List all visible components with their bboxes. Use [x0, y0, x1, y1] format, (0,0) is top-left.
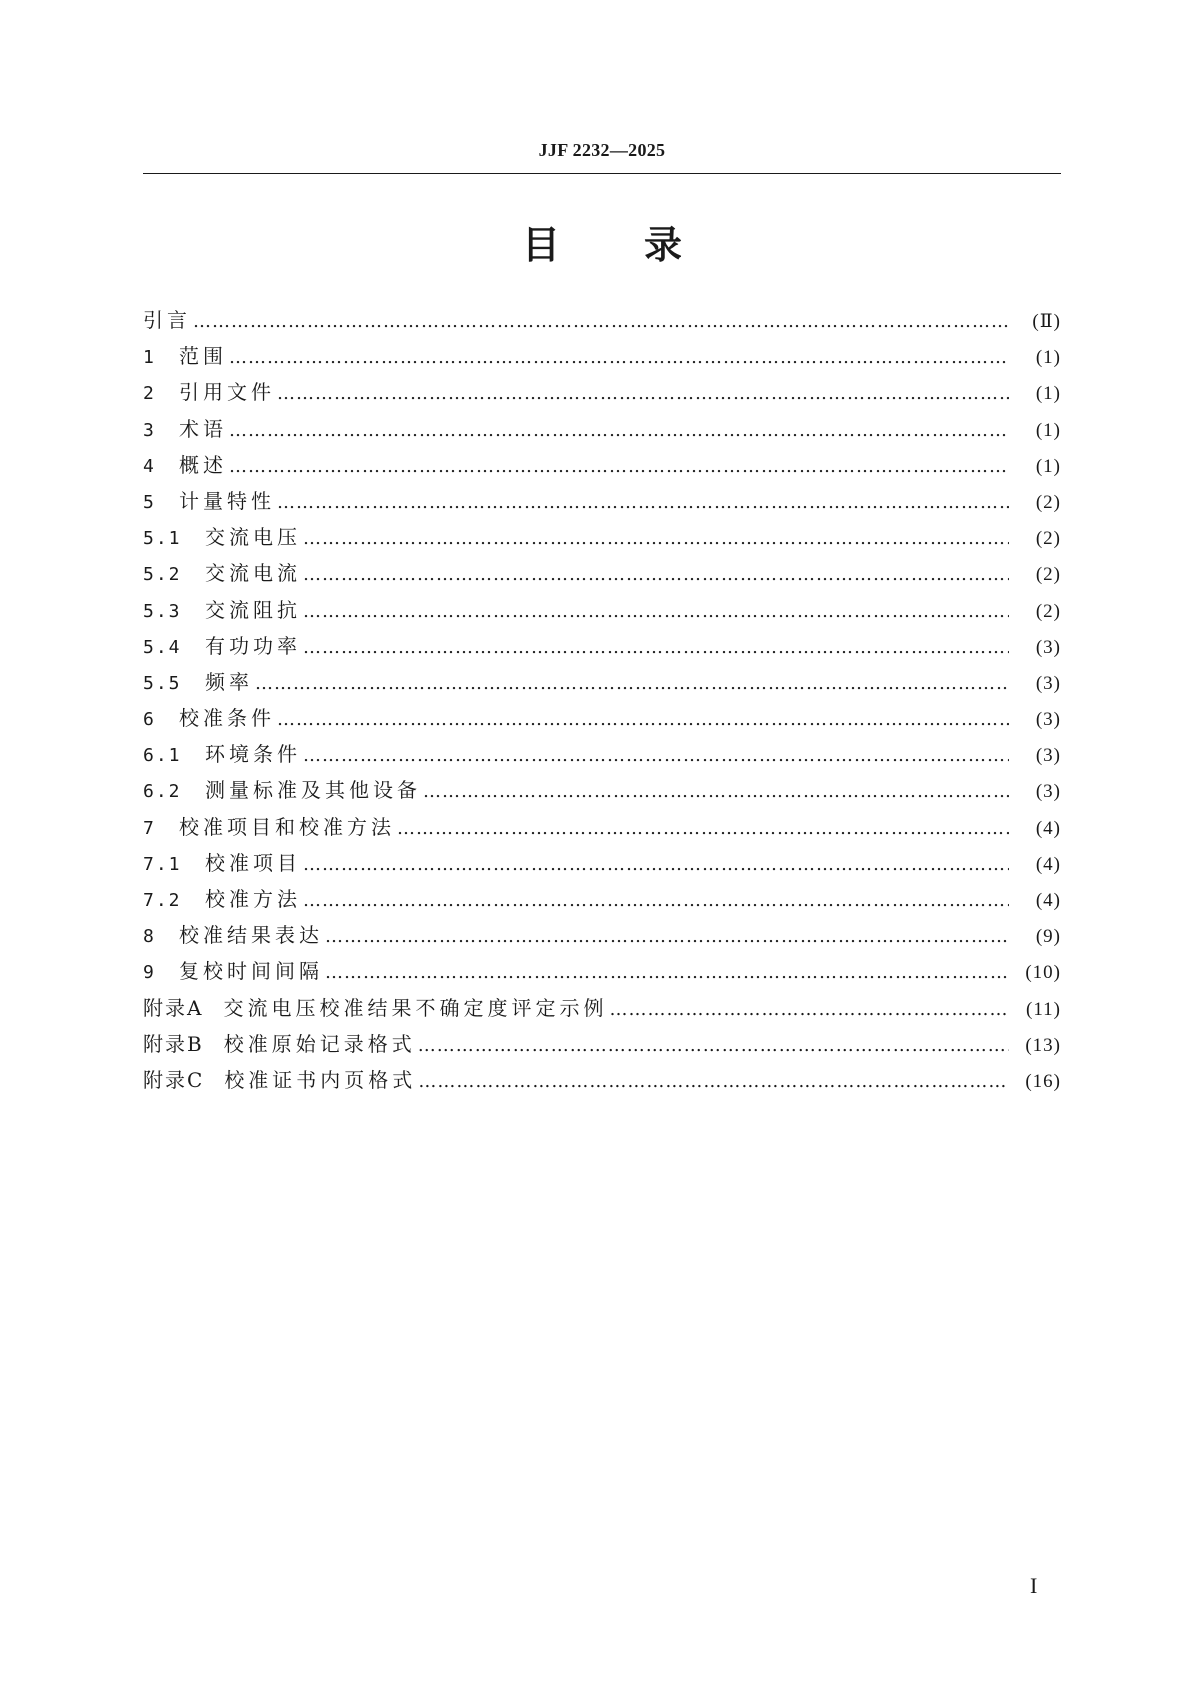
- toc-entry-appendix-b[interactable]: [143, 1026, 1061, 1062]
- toc-entry[interactable]: [143, 374, 1061, 410]
- toc-entry-appendix-a[interactable]: [143, 990, 1061, 1026]
- toc-entry-title: 引用文件: [179, 380, 275, 405]
- toc-entry-number: 7.2: [143, 890, 182, 911]
- toc-entry-page: (2): [1035, 528, 1061, 550]
- toc-entry-number: 附录B: [143, 1031, 204, 1056]
- toc-entry-title: 交流电流: [205, 561, 301, 586]
- toc-entry-page: (11): [1026, 998, 1061, 1020]
- toc-dot-leader: [303, 738, 1009, 774]
- toc-entry-number: 6: [143, 709, 156, 731]
- toc-entry-title: 交流阻抗: [205, 597, 301, 622]
- toc-entry-title: 校准证书内页格式: [224, 1067, 417, 1092]
- toc-entry-title: 校准原始记录格式: [223, 1031, 416, 1056]
- toc-entry-page: (2): [1035, 491, 1061, 513]
- toc-entry-number: 3: [143, 419, 156, 441]
- toc-entry-page: (1): [1035, 383, 1061, 405]
- toc-entry-page: (3): [1035, 672, 1061, 694]
- toc-entry[interactable]: [143, 338, 1061, 374]
- toc-entry-number: 5.4: [143, 636, 182, 658]
- toc-dot-leader: [609, 992, 1009, 1028]
- toc-entry-title: 交流电压校准结果不确定度评定示例: [223, 995, 608, 1020]
- toc-entry[interactable]: [143, 917, 1061, 953]
- toc-entry-page: (4): [1035, 817, 1061, 839]
- toc-entry-title: 复校时间间隔: [179, 959, 323, 984]
- toc-entry-page: (3): [1035, 636, 1061, 658]
- toc-entry-page: (2): [1035, 564, 1061, 586]
- page-title: 目录: [521, 223, 766, 267]
- toc-entry[interactable]: [143, 700, 1061, 736]
- toc-dot-leader: [325, 919, 1009, 955]
- toc-entry-number: 5.2: [143, 564, 182, 586]
- toc-entry-page: (3): [1035, 781, 1061, 803]
- toc-entry-page: (13): [1025, 1034, 1061, 1056]
- toc-dot-leader: [277, 702, 1009, 738]
- toc-entry-appendix-c[interactable]: [143, 1062, 1061, 1098]
- toc-entry[interactable]: [143, 519, 1061, 555]
- toc-entry-number: 附录A: [143, 995, 204, 1020]
- toc-dot-leader: [303, 594, 1009, 630]
- toc-entry[interactable]: [143, 628, 1061, 664]
- toc-entry-page: (16): [1025, 1070, 1061, 1092]
- toc-entry-page: (3): [1035, 745, 1061, 767]
- toc-dot-leader: [418, 1064, 1009, 1100]
- toc-entry[interactable]: [143, 772, 1061, 808]
- toc-entry-number: 2: [143, 383, 156, 405]
- toc-entry-number: 附录C: [143, 1067, 205, 1092]
- toc-dot-leader: [277, 485, 1009, 521]
- toc-entry-title: 交流电压: [205, 525, 301, 550]
- table-of-contents: [143, 302, 1061, 1098]
- toc-entry-page: (3): [1035, 709, 1061, 731]
- toc-dot-leader: [229, 413, 1009, 449]
- toc-dot-leader: [423, 774, 1009, 810]
- toc-entry-number: 5.1: [143, 528, 182, 550]
- toc-entry-page: (10): [1025, 962, 1061, 984]
- toc-entry-title: 环境条件: [205, 742, 301, 767]
- toc-entry-title: 计量特性: [179, 488, 275, 513]
- toc-entry-introduction[interactable]: [143, 302, 1061, 338]
- toc-entry[interactable]: [143, 845, 1061, 881]
- toc-entry-title: 频率: [205, 669, 253, 694]
- toc-entry-title: 测量标准及其他设备: [205, 778, 421, 803]
- toc-dot-leader: [303, 883, 1009, 919]
- toc-entry-page: (1): [1035, 347, 1061, 369]
- toc-entry-title: 校准项目和校准方法: [179, 814, 395, 839]
- toc-entry-number: 4: [143, 455, 156, 477]
- toc-entry-number: 6.1: [143, 745, 182, 767]
- toc-dot-leader: [397, 811, 1009, 847]
- toc-entry-page: (1): [1035, 455, 1061, 477]
- toc-dot-leader: [303, 847, 1009, 883]
- toc-entry[interactable]: [143, 736, 1061, 772]
- toc-entry[interactable]: [143, 411, 1061, 447]
- toc-entry[interactable]: [143, 953, 1061, 989]
- toc-entry[interactable]: [143, 483, 1061, 519]
- toc-entry-number: 8: [143, 926, 156, 948]
- toc-entry-page: (9): [1035, 926, 1061, 948]
- standard-code-header: JJF 2232—2025: [538, 140, 666, 160]
- toc-entry-title: 范围: [179, 344, 227, 369]
- toc-entry-number: 5.3: [143, 600, 182, 622]
- toc-dot-leader: [303, 521, 1009, 557]
- toc-entry-title: 有功功率: [205, 633, 301, 658]
- toc-entry-page: (2): [1035, 600, 1061, 622]
- toc-entry-number: 5: [143, 491, 156, 513]
- toc-entry[interactable]: [143, 881, 1061, 917]
- toc-entry-page: (4): [1035, 853, 1061, 875]
- toc-entry[interactable]: [143, 555, 1061, 591]
- header-rule: [143, 173, 1061, 174]
- toc-entry[interactable]: [143, 592, 1061, 628]
- toc-entry-number: 6.2: [143, 781, 182, 803]
- toc-entry[interactable]: [143, 664, 1061, 700]
- toc-entry-title: 校准结果表达: [179, 923, 323, 948]
- toc-entry-page: (1): [1035, 419, 1061, 441]
- toc-dot-leader: [229, 449, 1009, 485]
- toc-entry-title: 概述: [179, 452, 227, 477]
- toc-dot-leader: [277, 376, 1009, 412]
- toc-entry[interactable]: [143, 447, 1061, 483]
- toc-entry-number: 7: [143, 817, 156, 839]
- toc-entry-title: 引言: [143, 308, 191, 332]
- toc-dot-leader: [255, 666, 1009, 702]
- toc-entry-page: (Ⅱ): [1032, 311, 1061, 332]
- toc-entry-number: 7.1: [143, 853, 182, 875]
- toc-dot-leader: [303, 630, 1009, 666]
- toc-entry-title: 术语: [179, 416, 227, 441]
- toc-dot-leader: [193, 304, 1009, 340]
- toc-entry[interactable]: [143, 809, 1061, 845]
- toc-dot-leader: [325, 955, 1009, 991]
- toc-dot-leader: [418, 1028, 1009, 1064]
- toc-entry-number: 5.5: [143, 672, 182, 694]
- toc-entry-number: 1: [143, 347, 156, 369]
- toc-dot-leader: [229, 340, 1009, 376]
- toc-entry-title: 校准项目: [205, 850, 301, 875]
- toc-dot-leader: [303, 557, 1009, 593]
- toc-entry-number: 9: [143, 962, 156, 984]
- toc-entry-page: (4): [1035, 890, 1061, 911]
- toc-entry-title: 校准条件: [179, 706, 275, 731]
- toc-entry-title: 校准方法: [205, 887, 301, 911]
- page-number: I: [1030, 1573, 1038, 1598]
